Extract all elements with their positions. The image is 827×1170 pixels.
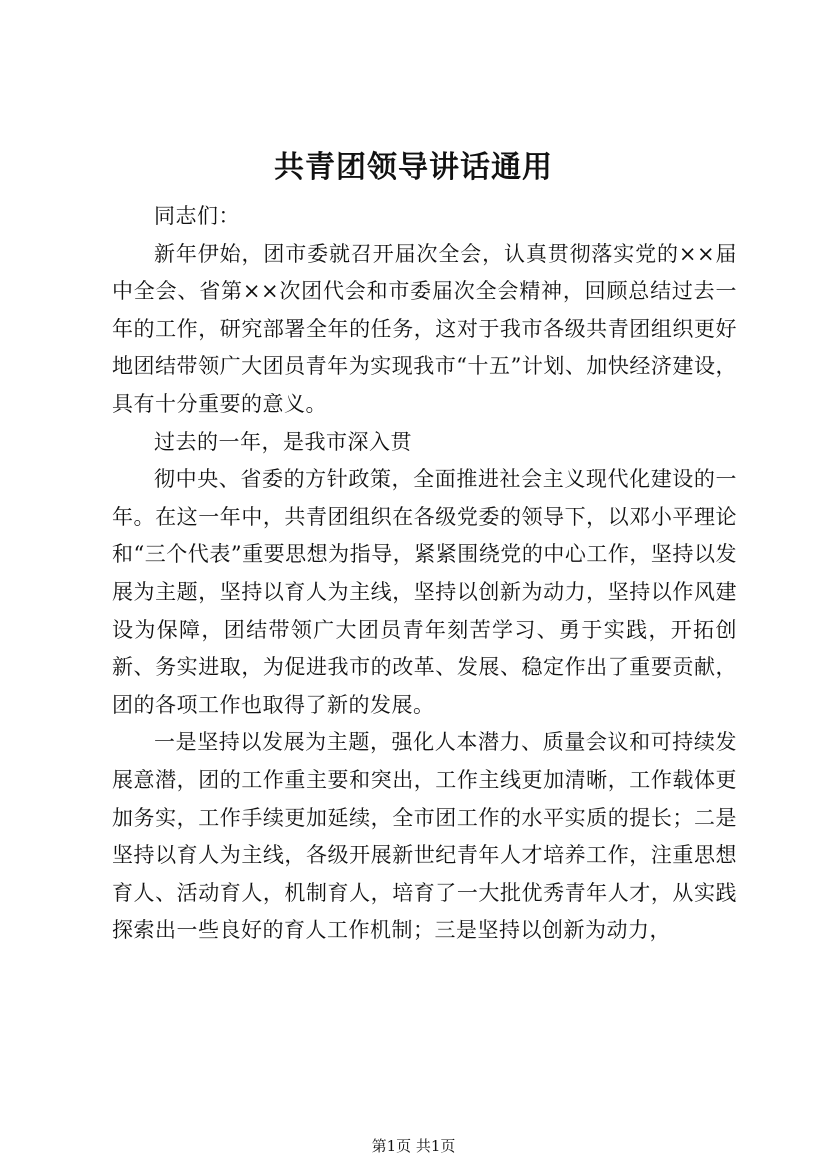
document-body [112, 198, 737, 950]
document-title: 共青团领导讲话通用 [274, 150, 553, 185]
page-footer: 第1页 共1页 [371, 1137, 456, 1155]
paragraph-achievements: 彻中央、省委的方针政策，全面推进社会主义现代化建设的一年。在这一年中，共青团组织在各级党委的领导下，以邓小平理论和“三个代表”重要思想为指导，紧紧围绕党的中心工作，坚持以发展为主题，坚持以育人为主线，坚持以创新为动力，坚持以作风建设为保障，团结带领广大团员青年刻苦学习、勇于实践，开拓创新、务实进取，为促进我市的改革、发展、稳定作出了重要贡献，团的各项工作也取得了新的发展。 [112, 467, 737, 717]
paragraph-salutation: 同志们： [154, 204, 240, 228]
paragraph-past-year: 过去的一年，是我市深入贯 [154, 429, 412, 454]
paragraph-opening: 新年伊始，团市委就召开届次全会，认真贯彻落实党的××届中全会、省第××次团代会和市委届次全会精神，回顾总结过去一年的工作，研究部署全年的任务，这对于我市各级共青团组织更好地团结带领广大团员青年为实现我市“十五”计划、加快经济建设，具有十分重要的意义。 [112, 241, 737, 416]
paragraph-points: 一是坚持以发展为主题，强化人本潜力、质量会议和可持续发展意潜，团的工作重主要和突出，工作主线更加清晰，工作载体更加务实，工作手续更加延续，全市团工作的水平实质的提长；二是坚持以育人为主线，各级开展新世纪青年人才培养工作，注重思想育人、活动育人，机制育人，培育了一大批优秀青年人才，从实践探索出一些良好的育人工作机制；三是坚持以创新为动力， [112, 730, 737, 943]
